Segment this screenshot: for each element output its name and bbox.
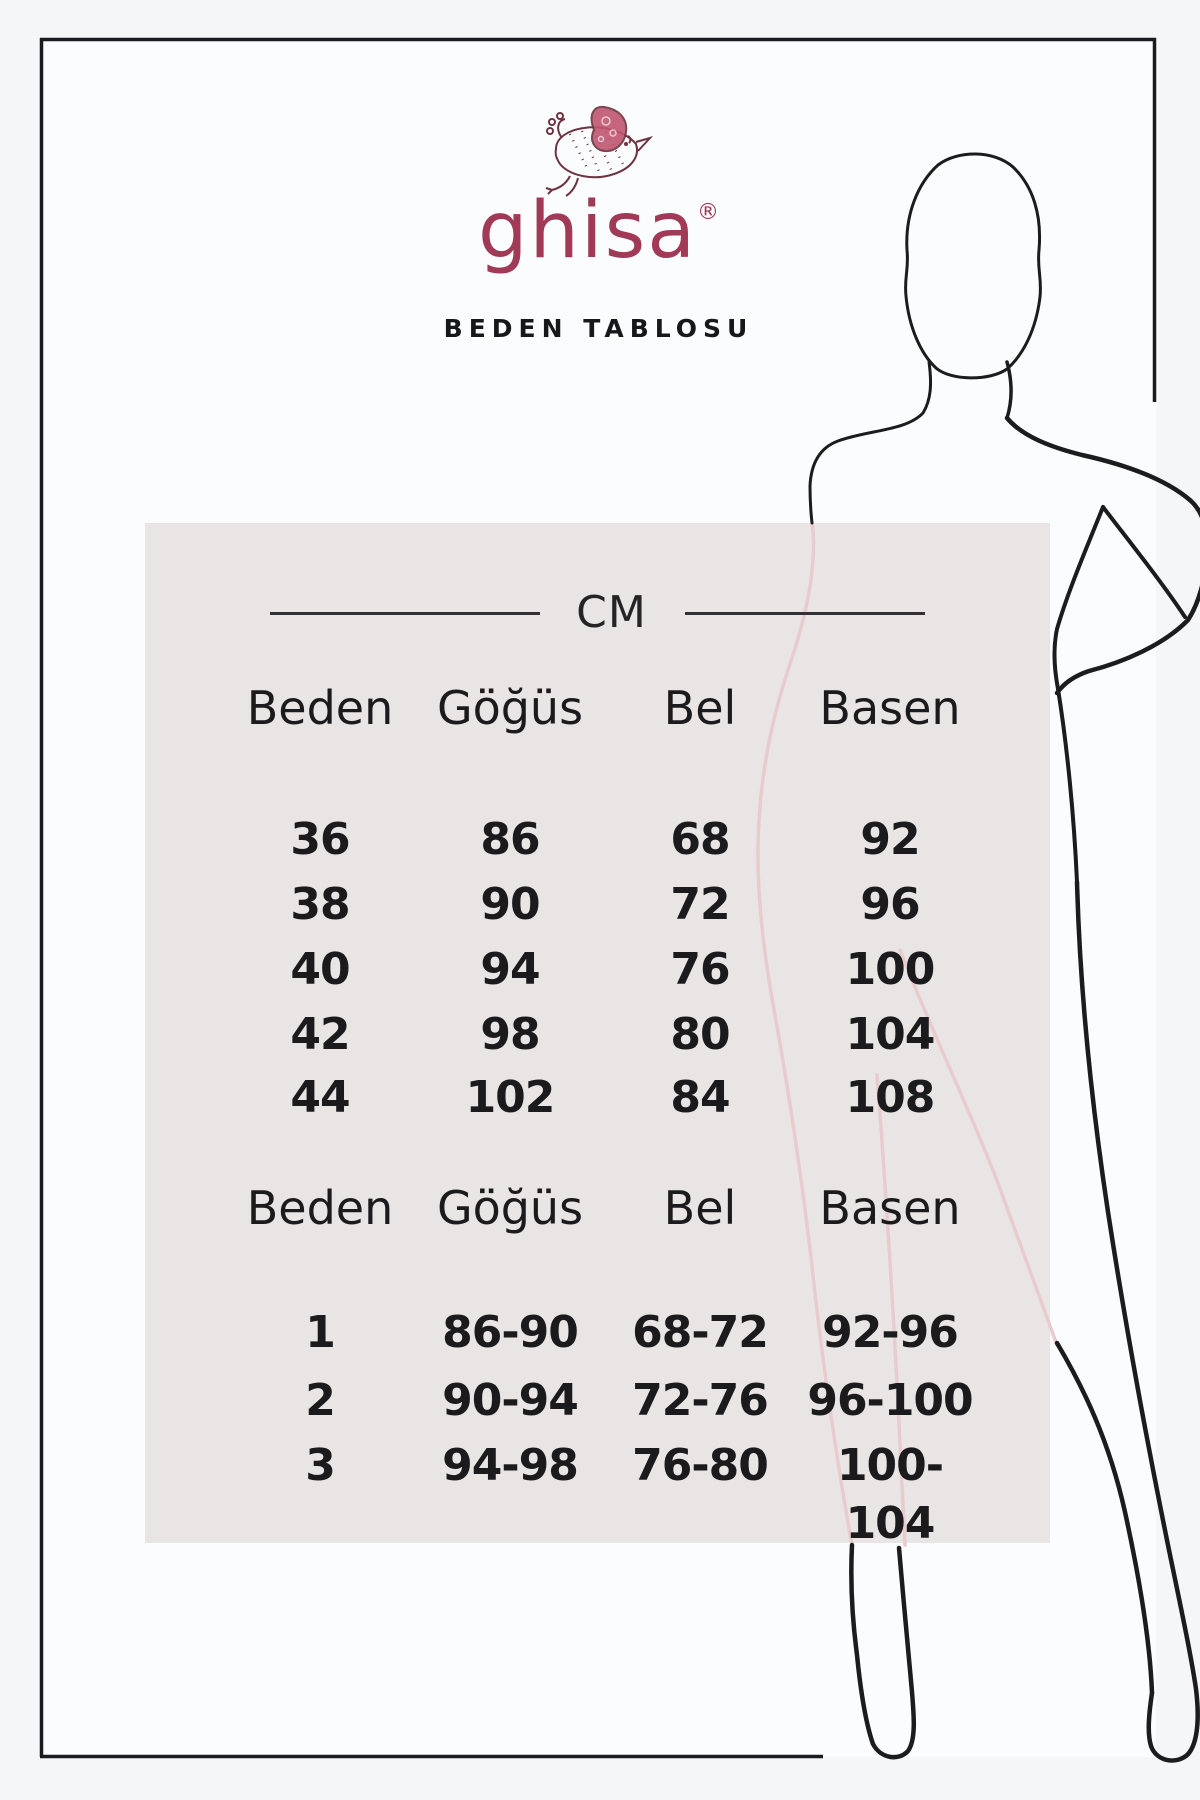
- table-cell: 40: [290, 944, 350, 995]
- table-cell: 76-80: [632, 1440, 768, 1491]
- table-cell: 38: [290, 879, 350, 930]
- table-cell: 80: [670, 1009, 730, 1060]
- table-cell: Bel: [663, 1181, 737, 1235]
- table-cell: 102: [465, 1072, 555, 1123]
- size-table-row: [225, 1006, 985, 1064]
- right-rule: [685, 612, 925, 615]
- table-cell: 68-72: [632, 1307, 768, 1358]
- table-cell: 3: [305, 1440, 335, 1491]
- size-table-header-row: [225, 1179, 985, 1237]
- table-cell: 98: [480, 1009, 540, 1060]
- left-rule: [270, 612, 540, 615]
- size-table-header-row: [225, 679, 985, 737]
- size-table-row: [225, 1069, 985, 1127]
- table-cell: 94-98: [442, 1440, 578, 1491]
- table-cell: 36: [290, 814, 350, 865]
- table-cell: 94: [480, 944, 540, 995]
- table-cell: 86-90: [442, 1307, 578, 1358]
- table-cell: 96: [860, 879, 920, 930]
- table-cell: Bel: [663, 681, 737, 735]
- table-cell: 1: [305, 1307, 335, 1358]
- table-cell: 68: [670, 814, 730, 865]
- table-cell: 44: [290, 1072, 350, 1123]
- brand-logo-text: ghisa: [477, 186, 698, 276]
- registered-mark: ®: [697, 200, 720, 225]
- table-cell: 90: [480, 879, 540, 930]
- table-cell: 90-94: [442, 1375, 578, 1426]
- size-table-row: [225, 941, 985, 999]
- table-cell: 108: [845, 1072, 935, 1123]
- unit-label: CM: [576, 587, 647, 638]
- brand-logo: [40, 186, 1157, 276]
- size-table-row: [225, 1304, 985, 1362]
- table-cell: 72: [670, 879, 730, 930]
- table-cell: 92-96: [822, 1307, 958, 1358]
- table-cell: 96-100: [807, 1375, 973, 1426]
- size-table-row: [225, 876, 985, 934]
- table-cell: 76: [670, 944, 730, 995]
- page-title: BEDEN TABLOSU: [443, 314, 754, 343]
- table-cell: 100: [845, 944, 935, 995]
- table-cell: Basen: [819, 1181, 961, 1235]
- table-cell: 92: [860, 814, 920, 865]
- size-table-row: [225, 811, 985, 869]
- size-table-row: [225, 1437, 985, 1549]
- table-cell: 84: [670, 1072, 730, 1123]
- table-cell: 86: [480, 814, 540, 865]
- table-cell: 100-104: [836, 1440, 944, 1549]
- table-cell: Göğüs: [436, 1181, 584, 1235]
- table-cell: 2: [305, 1375, 335, 1426]
- table-cell: Beden: [246, 1181, 394, 1235]
- table-cell: Basen: [819, 681, 961, 735]
- table-cell: 72-76: [632, 1375, 768, 1426]
- table-cell: 104: [845, 1009, 935, 1060]
- table-cell: 42: [290, 1009, 350, 1060]
- size-table-row: [225, 1372, 985, 1430]
- table-cell: Beden: [246, 681, 394, 735]
- unit-heading: [145, 588, 1050, 638]
- table-cell: Göğüs: [436, 681, 584, 735]
